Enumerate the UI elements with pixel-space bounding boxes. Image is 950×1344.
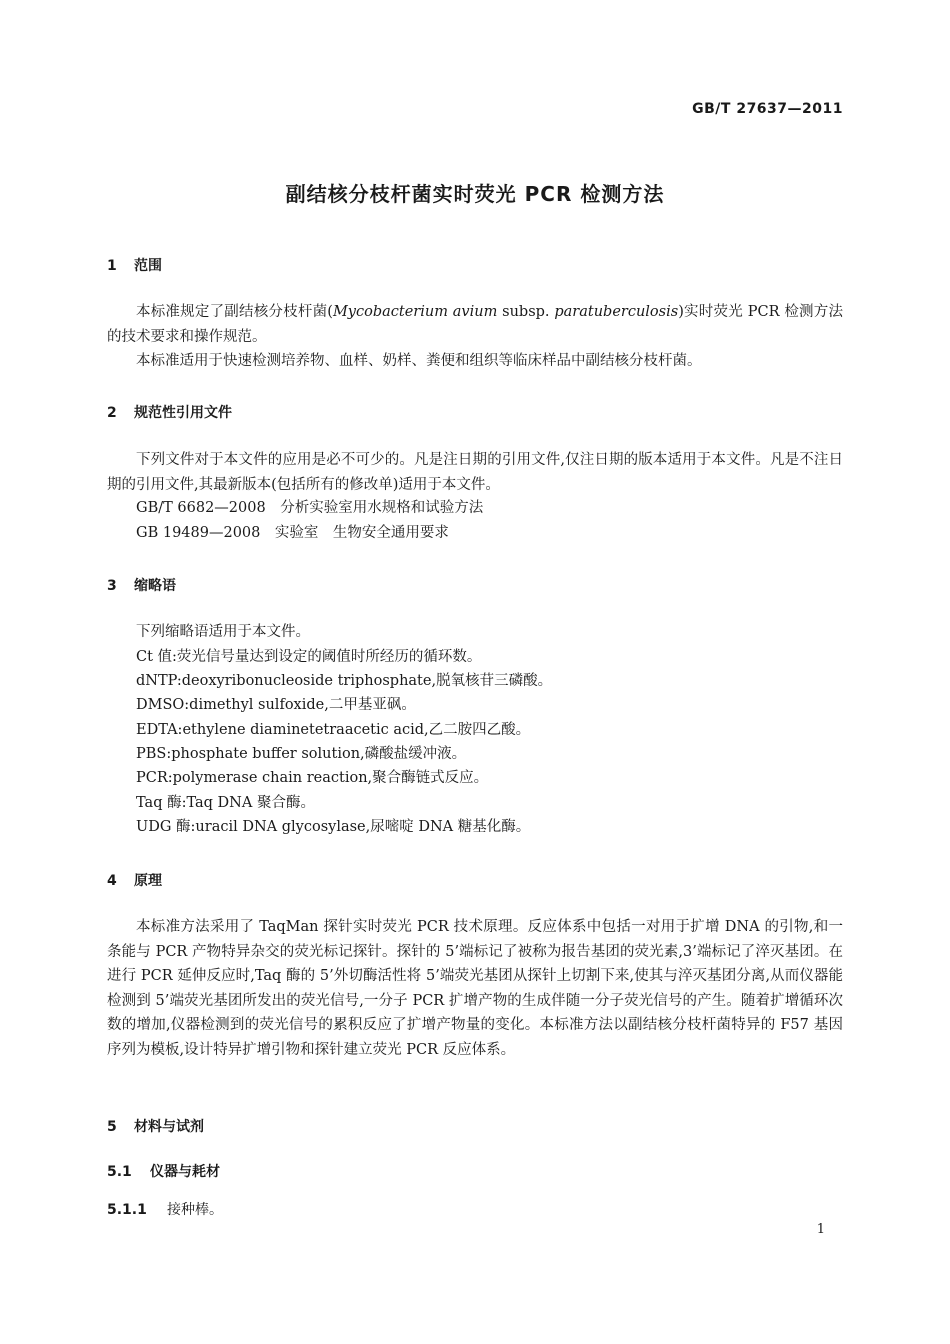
abbreviation-item: PBS:phosphate buffer solution,磷酸盐缓冲液。 — [136, 746, 467, 762]
abbreviation-item: Ct 值:荧光信号量达到设定的阈值时所经历的循环数。 — [136, 649, 482, 665]
abbreviation-intro: 下列缩略语适用于本文件。 — [136, 624, 310, 640]
text-run: 本标准规定了副结核分枝杆菌( — [136, 304, 333, 320]
document-title: 副结核分枝杆菌实时荧光 PCR 检测方法 — [285, 182, 665, 206]
section-4-title: 原理 — [134, 873, 162, 889]
section-4-heading — [107, 870, 162, 890]
section-5-heading — [107, 1116, 204, 1136]
abbreviation-item: DMSO:dimethyl sulfoxide,二甲基亚砜。 — [136, 697, 416, 713]
normative-reference: GB/T 6682—2008 分析实验室用水规格和试验方法 — [136, 500, 484, 516]
section-2-heading — [107, 402, 232, 422]
section-2-number: 2 — [107, 405, 117, 421]
section-2-title: 规范性引用文件 — [134, 405, 232, 421]
section-1-paragraph-2: 本标准适用于快速检测培养物、血样、奶样、粪便和组织等临床样品中副结核分枝杆菌。 — [136, 353, 702, 369]
section-1-title: 范围 — [134, 258, 162, 274]
subsection-5-1-1-heading — [107, 1199, 223, 1219]
latin-name-genus-species: Mycobacterium avium — [332, 304, 498, 320]
section-5-title: 材料与试剂 — [134, 1119, 204, 1135]
section-5-number: 5 — [107, 1119, 117, 1135]
section-3-number: 3 — [107, 578, 117, 594]
section-1-number: 1 — [107, 258, 117, 274]
standard-number: GB/T 27637—2011 — [692, 101, 843, 117]
text-run: )实时荧光 PCR 检测方法的技术要求和操作规范。 — [107, 304, 843, 345]
subsection-5-1-number: 5.1 — [107, 1164, 132, 1180]
abbreviation-item: Taq 酶:Taq DNA 聚合酶。 — [136, 795, 315, 811]
subsection-5-1-heading — [107, 1161, 220, 1181]
latin-name-subspecies: paratuberculosis — [554, 304, 679, 320]
abbreviation-item: EDTA:ethylene diaminetetraacetic acid,乙二胺四乙酸。 — [136, 722, 531, 738]
section-1-heading — [107, 255, 162, 275]
section-4-number: 4 — [107, 873, 117, 889]
subsection-5-1-1-title: 接种棒。 — [167, 1202, 223, 1218]
abbreviation-item: PCR:polymerase chain reaction,聚合酶链式反应。 — [136, 770, 489, 786]
section-3-title: 缩略语 — [134, 578, 176, 594]
page-number: 1 — [816, 1222, 825, 1237]
abbreviation-item: dNTP:deoxyribonucleoside triphosphate,脱氧核苷三磷酸。 — [136, 673, 553, 689]
section-2-paragraph-1: 下列文件对于本文件的应用是必不可少的。凡是注日期的引用文件,仅注日期的版本适用于本文件。凡是不注日期的引用文件,其最新版本(包括所有的修改单)适用于本文件。 — [107, 452, 843, 493]
section-1-paragraph-1 — [107, 300, 843, 349]
section-4-paragraph-1: 本标准方法采用了 TaqMan 探针实时荧光 PCR 技术原理。反应体系中包括一对用于扩增 DNA 的引物,和一条能与 PCR 产物特异杂交的荧光标记探针。探针的 5’端标记了被称为报告基团的荧光素,3’端标记了淬灭基团。在进行 PCR 延伸反应时,Taq 酶的 5’外切酶活性将 5’端荧光基团从探针上切割下来,使其与淬灭基团分离,从而仪器能检测到 5’端荧光基团所发出的荧光信号,一分子 PCR 扩增产物的生成伴随一分子荧光信号的产生。随着扩增循环次数的增加,仪器检测到的荧光信号的累积反应了扩增产物量的变化。本标准方法以副结核分枝杆菌特异的 F57 基因序列为模板,设计特异扩增引物和探针建立荧光 PCR 反应体系。 — [107, 919, 843, 1058]
abbreviation-item: UDG 酶:uracil DNA glycosylase,尿嘧啶 DNA 糖基化酶。 — [136, 819, 531, 835]
section-3-heading — [107, 575, 176, 595]
subsection-5-1-1-number: 5.1.1 — [107, 1202, 147, 1218]
subsection-5-1-title: 仪器与耗材 — [150, 1164, 220, 1180]
normative-reference: GB 19489—2008 实验室 生物安全通用要求 — [136, 525, 449, 541]
text-run: subsp. — [497, 304, 555, 320]
